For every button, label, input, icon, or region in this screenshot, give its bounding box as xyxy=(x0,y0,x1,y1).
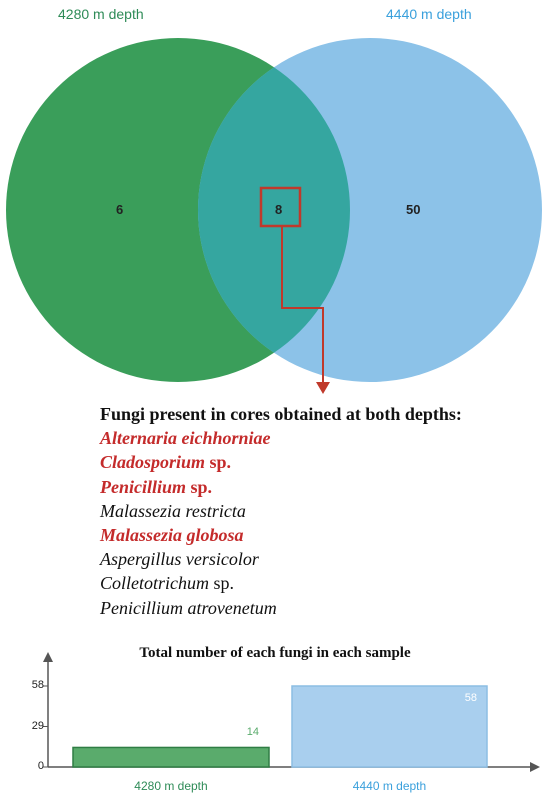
fungus-name: Cladosporium xyxy=(100,452,206,473)
fungus-item xyxy=(100,547,545,571)
y-tick-label: 58 xyxy=(31,679,44,691)
y-tick-label: 0 xyxy=(37,760,44,772)
fungus-suffix: sp. xyxy=(209,573,235,594)
shared-fungi-list xyxy=(100,402,545,620)
fungus-suffix: sp. xyxy=(186,476,213,497)
fungus-item xyxy=(100,450,545,474)
bar-chart xyxy=(0,650,550,800)
fungus-name: Penicillium atrovenetum xyxy=(100,597,277,618)
x-category-label: 4280 m depth xyxy=(134,779,208,793)
fungus-item xyxy=(100,523,545,547)
y-tick-label: 29 xyxy=(31,719,44,732)
fungus-suffix: sp. xyxy=(205,452,232,473)
fungus-name: Colletotrichum xyxy=(100,573,209,594)
bar-chart-marks xyxy=(73,686,487,767)
bar-value-label: 58 xyxy=(464,692,477,704)
set-b-label: 4440 m depth xyxy=(386,6,472,22)
fungi-list-title: Fungi present in cores obtained at both depths: xyxy=(100,404,462,424)
fungus-name: Aspergillus versicolor xyxy=(100,549,259,570)
only-set-a-count: 6 xyxy=(116,202,124,217)
bar xyxy=(73,747,269,767)
x-axis-arrowhead xyxy=(530,762,540,772)
fungus-name: Malassezia restricta xyxy=(100,500,246,521)
bar-chart-title: Total number of each fungi in each sample xyxy=(139,645,411,661)
fungus-name: Malassezia globosa xyxy=(100,525,244,546)
only-set-b-count: 50 xyxy=(406,202,421,217)
x-category-label: 4440 m depth xyxy=(352,779,427,793)
fungus-item xyxy=(100,426,545,450)
bar-value-label: 14 xyxy=(246,726,259,739)
fungus-item xyxy=(100,499,545,523)
shared-count: 8 xyxy=(275,202,283,217)
y-axis-arrowhead xyxy=(43,652,53,662)
set-a-label: 4280 m depth xyxy=(58,6,144,22)
fungus-name: Penicillium xyxy=(100,476,187,497)
fungus-item xyxy=(100,571,545,595)
connector-arrowhead xyxy=(316,382,330,394)
fungus-item xyxy=(100,475,545,499)
fungus-name: Alternaria eichhorniae xyxy=(100,428,271,449)
fungus-item xyxy=(100,596,545,620)
fungi-items xyxy=(100,426,545,620)
